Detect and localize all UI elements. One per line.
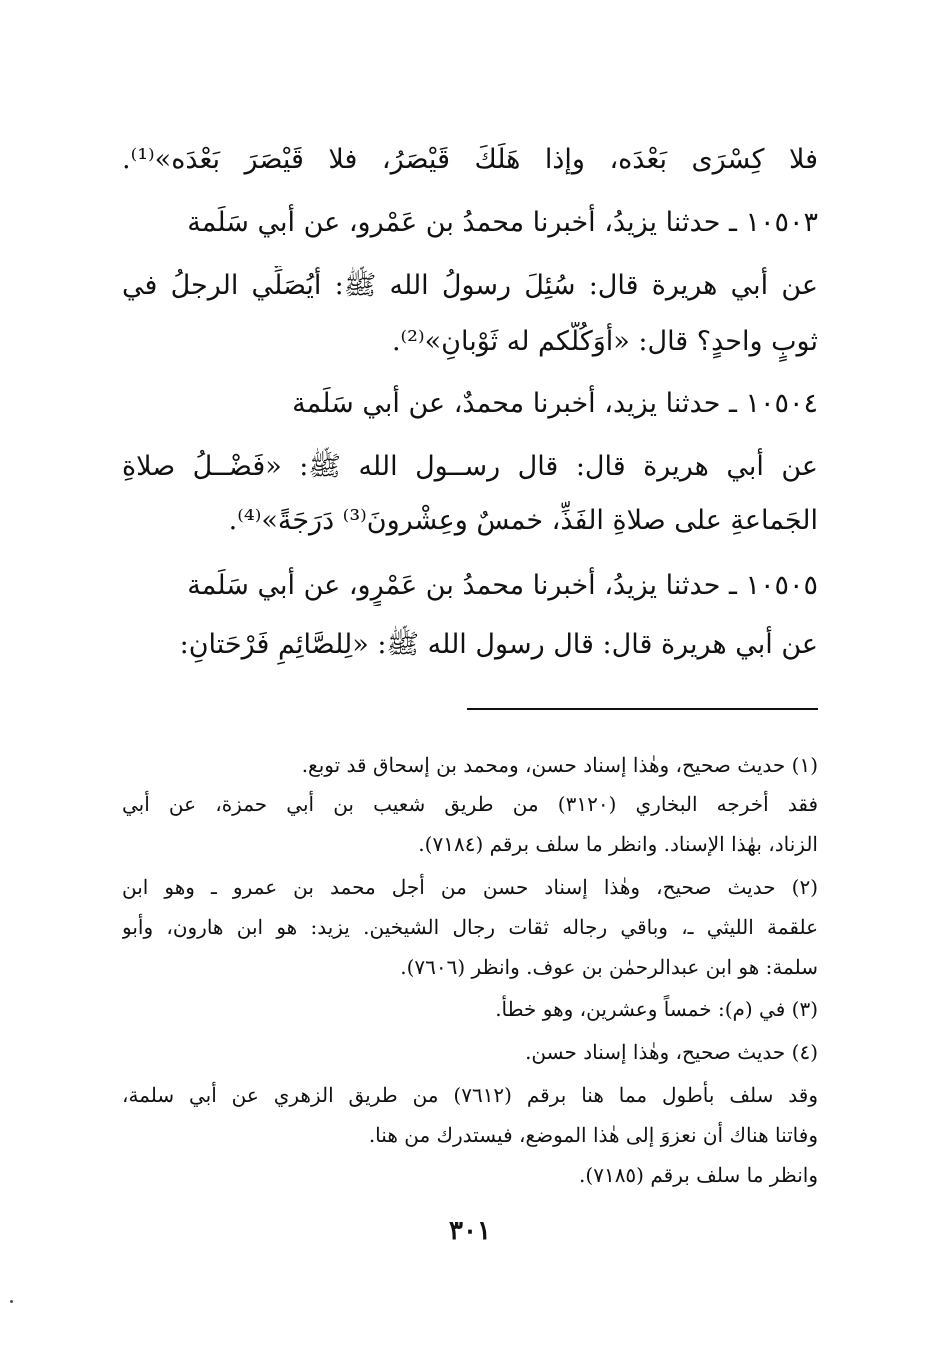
main-text-line: عن أبي هريرة قال: قال رسول الله ﷺ: «لِلصَّائِمِ فَرْحَتانِ: bbox=[179, 629, 818, 660]
main-text-line: الجَماعةِ على صلاةِ الفَذِّ، خمسٌ وعِشْرونَ⁽³⁾ دَرَجَةً»⁽⁴⁾. bbox=[228, 505, 818, 536]
main-text-line: ثوبٍ واحدٍ؟ قال: «أَوَكُلُّكم له ثَوْبانِ»⁽²⁾. bbox=[391, 326, 818, 357]
footnote-line: (٤) حديث صحيح، وهٰذا إسناد حسن. bbox=[525, 1040, 818, 1064]
main-text-line: عن أبي هريرة قال: سُئِلَ رسولُ الله ﷺ: أَيُصَلِّي الرجلُ في bbox=[122, 270, 818, 301]
footnote-line: فقد أخرجه البخاري (٣١٢٠) من طريق شعيب بن أبي حمزة، عن أبي bbox=[122, 792, 818, 816]
main-text-line: ١٠٥٠٥ ـ حدثنا يزيدُ، أخبرنا محمدُ بن عَمْرٍو، عن أبي سَلَمة bbox=[187, 570, 818, 601]
footnote-line: الزناد، بهٰذا الإسناد. وانظر ما سلف برقم (٧١٨٤). bbox=[418, 832, 818, 856]
footnote-divider bbox=[467, 708, 818, 710]
main-text-line: عن أبي هريرة قال: قال رســول الله ﷺ: «فَضْــلُ صلاةِ bbox=[122, 451, 818, 482]
footnote-line: علقمة الليثي ـ، وباقي رجاله ثقات رجال الشيخين. يزيد: هو ابن هارون، وأبو bbox=[122, 915, 818, 939]
page-number: ٣٠١ bbox=[449, 1216, 491, 1246]
main-text-line: ١٠٥٠٣ ـ حدثنا يزيدُ، أخبرنا محمدُ بن عَمْرو، عن أبي سَلَمة bbox=[187, 207, 818, 238]
main-text-line: فلا كِسْرَى بَعْدَه، وإذا هَلَكَ قَيْصَرُ، فلا قَيْصَرَ بَعْدَه»⁽¹⁾. bbox=[122, 144, 818, 175]
main-text-line: ١٠٥٠٤ ـ حدثنا يزيد، أخبرنا محمدٌ، عن أبي سَلَمة bbox=[292, 388, 818, 419]
scan-speck bbox=[10, 1300, 13, 1303]
footnote-line: وفاتنا هناك أن نعزوَ إلى هٰذا الموضع، فيستدرك من هنا. bbox=[368, 1123, 818, 1147]
footnote-line: وانظر ما سلف برقم (٧١٨٥). bbox=[579, 1163, 818, 1187]
footnote-line: وقد سلف بأطول مما هنا برقم (٧٦١٢) من طريق الزهري عن أبي سلمة، bbox=[122, 1083, 818, 1107]
footnote-line: سلمة: هو ابن عبدالرحمٰن بن عوف. وانظر (٧٦٠٦). bbox=[400, 955, 818, 979]
footnote-line: (١) حديث صحيح، وهٰذا إسناد حسن، ومحمد بن إسحاق قد توبع. bbox=[301, 753, 818, 777]
footnote-line: (٢) حديث صحيح، وهٰذا إسناد حسن من أجل محمد بن عمرو ـ وهو ابن bbox=[122, 875, 818, 899]
footnote-line: (٣) في (م): خمساً وعشرين، وهو خطأ. bbox=[495, 997, 818, 1021]
